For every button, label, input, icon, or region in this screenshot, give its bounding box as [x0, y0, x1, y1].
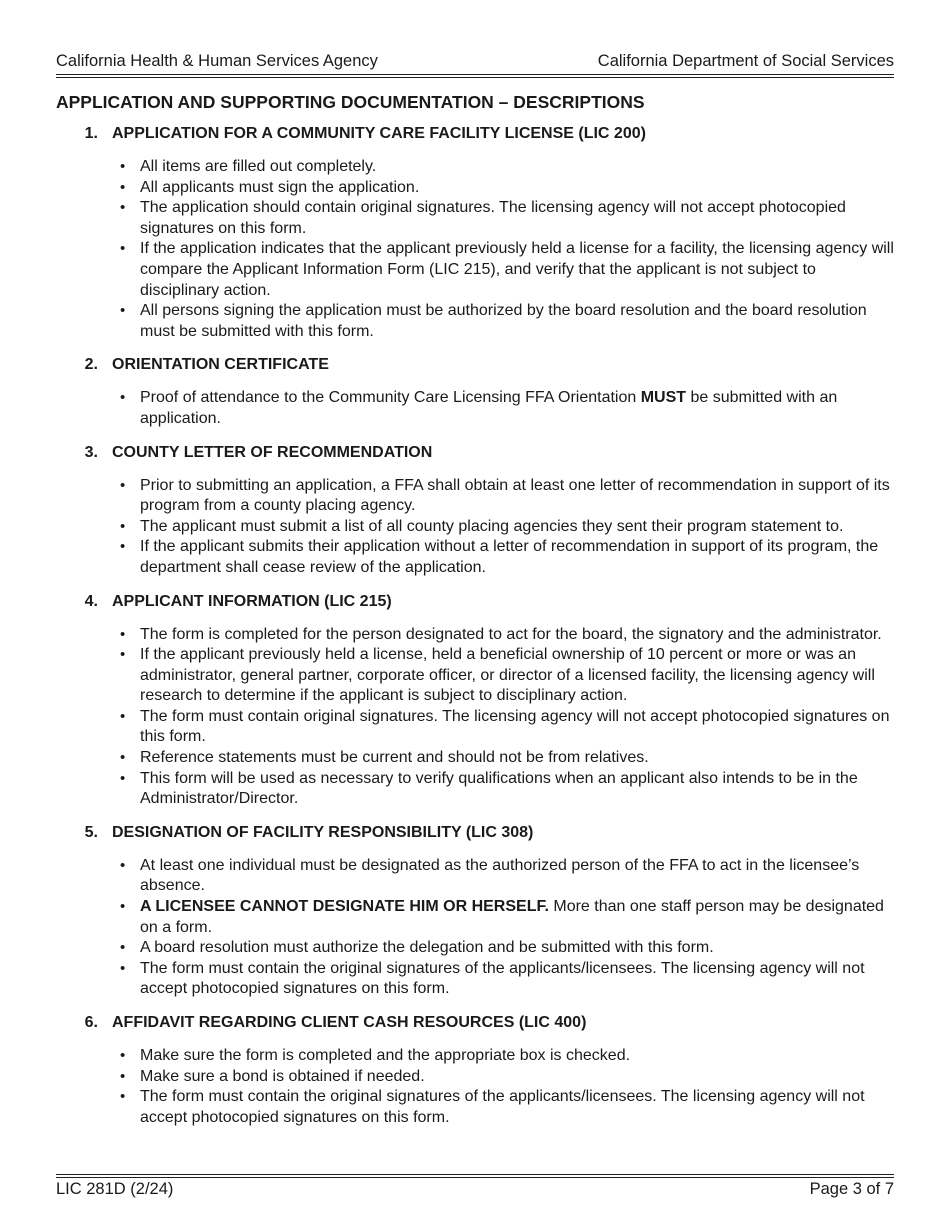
bullet-item: • The form must contain the original signatures of the applicants/licensees. The licensing agency will not accept photocopied signatures on this form.: [140, 959, 896, 1000]
bullet-item: • The applicant must submit a list of all county placing agencies they sent their program statement to.: [140, 517, 896, 538]
bullet-item: • The application should contain original signatures. The licensing agency will not accept photocopied signatures on this form.: [140, 198, 896, 239]
bullet-item: • A board resolution must authorize the delegation and be submitted with this form.: [140, 938, 896, 959]
bullet-list: [56, 856, 896, 1000]
bullet-item: • At least one individual must be designated as the authorized person of the FFA to act in the licensee’s absence.: [140, 856, 896, 897]
section-number: 6.: [84, 1014, 98, 1031]
bullet-emphasis: MUST: [640, 389, 687, 407]
section-heading: [56, 592, 896, 612]
page-footer: [56, 1180, 894, 1199]
bullet-item: [140, 897, 896, 938]
section-number: 1.: [84, 125, 98, 142]
bullet-text: More than one staff person may be designated on a form.: [140, 898, 884, 936]
bullet-item: • Make sure a bond is obtained if needed.: [140, 1067, 896, 1088]
bullet-item: • If the applicant submits their application without a letter of recommendation in support of its program, the department shall cease review of the application.: [140, 537, 896, 578]
bullet-item: • Make sure the form is completed and the appropriate box is checked.: [140, 1046, 896, 1067]
header-rule: [56, 74, 894, 78]
bullet-item: [140, 388, 896, 429]
section-4: [56, 592, 896, 810]
section-3: [56, 443, 896, 579]
bullet-item: • The form must contain original signatures. The licensing agency will not accept photocopied signatures on this form.: [140, 707, 896, 748]
bullet-item: • Reference statements must be current and should not be from relatives.: [140, 748, 896, 769]
bullet-text: be submitted with an application.: [140, 389, 838, 427]
bullet-list: [56, 1046, 896, 1128]
section-title: COUNTY LETTER OF RECOMMENDATION: [112, 443, 433, 461]
section-heading: [56, 1013, 896, 1033]
bullet-item: • This form will be used as necessary to verify qualifications when an applicant also intends to be in the Administrator/Director.: [140, 769, 896, 810]
page-header: [56, 52, 894, 71]
bullet-item: • If the application indicates that the applicant previously held a license for a facility, the licensing agency will compare the Applicant Information Form (LIC 215), and verify that the applicant is not subject to disciplinary action.: [140, 239, 896, 301]
section-heading: [56, 443, 896, 463]
bullet-list: [56, 476, 896, 579]
section-heading: [56, 124, 896, 144]
page-number: Page 3 of 7: [809, 1180, 894, 1198]
section-title: DESIGNATION OF FACILITY RESPONSIBILITY (LIC 308): [112, 823, 534, 841]
bullet-text: Proof of attendance to the Community Care Licensing FFA Orientation: [140, 389, 641, 407]
bullet-item: • All items are filled out completely.: [140, 157, 896, 178]
section-title: APPLICATION FOR A COMMUNITY CARE FACILITY LICENSE (LIC 200): [112, 125, 646, 142]
section-5: [56, 823, 896, 1000]
bullet-item: • All applicants must sign the application.: [140, 178, 896, 199]
bullet-list: [56, 625, 896, 810]
bullet-emphasis: A LICENSEE CANNOT DESIGNATE HIM OR HERSELF.: [140, 898, 549, 916]
section-title: AFFIDAVIT REGARDING CLIENT CASH RESOURCES (LIC 400): [112, 1014, 587, 1031]
bullet-list: [56, 388, 896, 429]
header-agency: California Health & Human Services Agency: [56, 52, 378, 70]
bullet-item: • All persons signing the application must be authorized by the board resolution and the board resolution must be submitted with this form.: [140, 301, 896, 342]
bullet-item: • The form is completed for the person designated to act for the board, the signatory and the administrator.: [140, 625, 896, 646]
bullet-item: • Prior to submitting an application, a FFA shall obtain at least one letter of recommendation in support of its program from a county placing agency.: [140, 476, 896, 517]
footer-rule: [56, 1174, 894, 1178]
section-number: 5.: [84, 823, 98, 841]
section-heading: [56, 823, 896, 843]
document-title: APPLICATION AND SUPPORTING DOCUMENTATION – DESCRIPTIONS: [56, 92, 645, 112]
section-title: APPLICANT INFORMATION (LIC 215): [112, 592, 392, 610]
header-department: California Department of Social Services: [597, 52, 894, 70]
section-1: [56, 124, 896, 342]
section-title: ORIENTATION CERTIFICATE: [112, 356, 329, 374]
bullet-item: • The form must contain the original signatures of the applicants/licensees. The licensing agency will not accept photocopied signatures on this form.: [140, 1087, 896, 1128]
bullet-item: • If the applicant previously held a license, held a beneficial ownership of 10 percent or more or was an administrator, general partner, corporate officer, or director of a licensed facility, the licensing agency will research to determine if the applicant is subject to disciplinary action.: [140, 645, 896, 707]
section-6: [56, 1013, 896, 1128]
section-number: 3.: [84, 443, 98, 461]
bullet-list: [56, 157, 896, 342]
sections-list: [56, 124, 896, 1128]
section-number: 4.: [84, 592, 98, 610]
document-body: [56, 92, 896, 1141]
section-2: [56, 355, 896, 429]
section-number: 2.: [84, 356, 98, 374]
form-number: LIC 281D (2/24): [56, 1180, 174, 1198]
section-heading: [56, 355, 896, 375]
